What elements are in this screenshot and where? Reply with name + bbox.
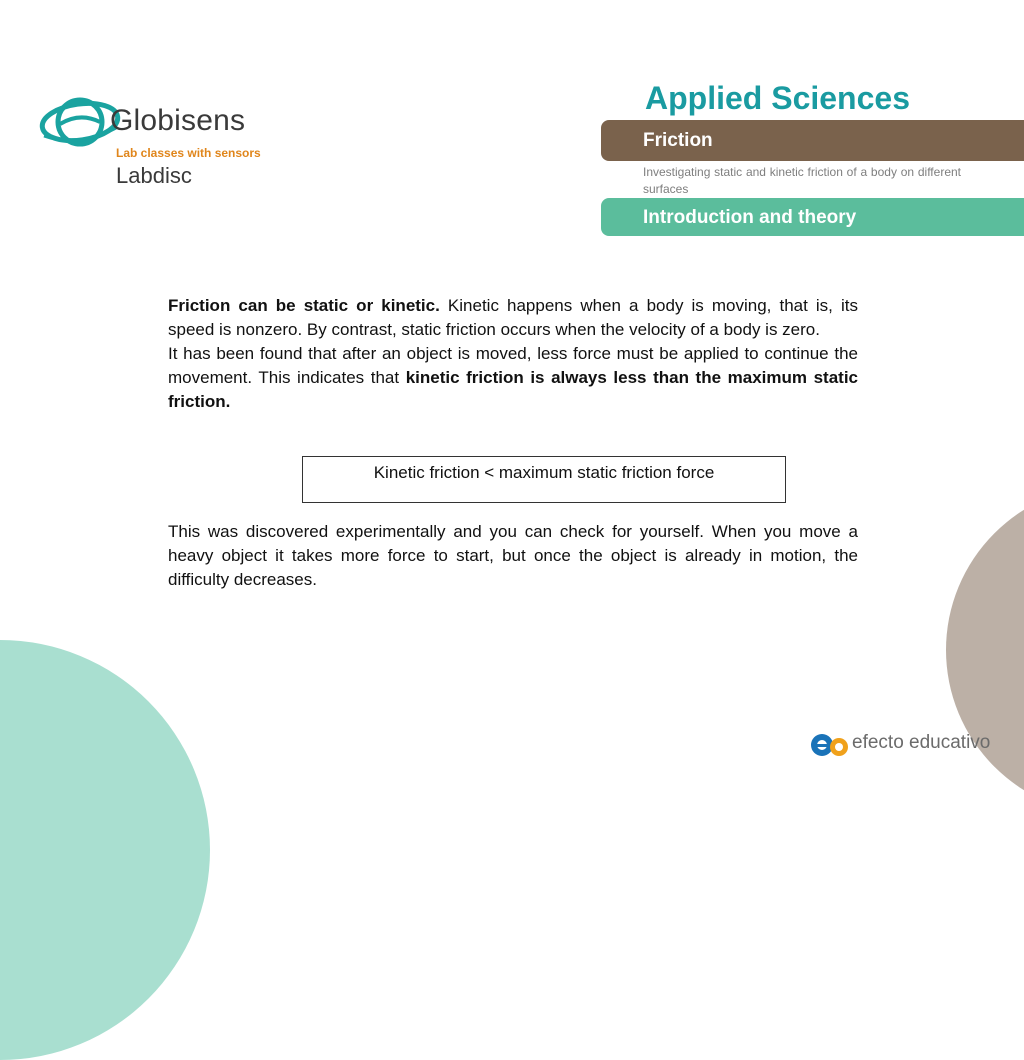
section-title: Introduction and theory (643, 207, 857, 228)
paragraph-1-lead: Friction can be static or kinetic. (168, 296, 440, 315)
paragraph-3 (168, 520, 858, 592)
formula-box (302, 456, 786, 503)
logo-tagline: Lab classes with sensors (116, 146, 261, 160)
paragraph-2 (168, 342, 858, 414)
paragraph-3-text: This was discovered experimentally and you can check for yourself. When you move a heavy object it takes more force to start, but once the object is already in motion, the difficulty decreases. (168, 522, 858, 589)
paragraph-1-text: Kinetic happens when a body is moving, that is, its speed is nonzero. By contrast, static friction occurs when the velocity of a body is zero. (168, 296, 858, 339)
efecto-educativo-logo-icon (810, 730, 850, 758)
category-title: Applied Sciences (645, 80, 910, 116)
formula-text: Kinetic friction < maximum static friction force (373, 463, 715, 482)
paragraph-2-text: It has been found that after an object is moved, less force must be applied to continue the movement. This indicates that (168, 344, 858, 387)
logo-product: Labdisc (116, 163, 192, 188)
publisher-name: efecto educativo (852, 732, 991, 753)
decorative-circle-taupe (946, 485, 1024, 815)
intro-paragraphs (168, 294, 858, 414)
decorative-circle-teal (0, 640, 210, 1060)
paragraph-2-emphasis: kinetic friction is always less than the maximum static friction. (168, 368, 858, 411)
topic-title: Friction (643, 130, 713, 151)
paragraph-1 (168, 294, 858, 342)
logo-brand: Globisens (110, 104, 246, 137)
topic-subtitle: Investigating static and kinetic friction of a body on different surfaces (643, 165, 961, 196)
